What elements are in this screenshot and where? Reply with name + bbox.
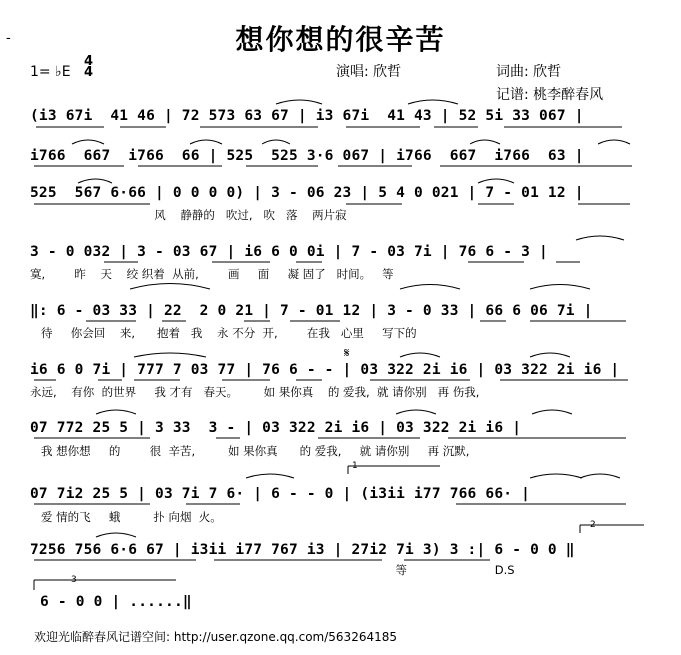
volta-2-label: 2 [590, 520, 596, 530]
composer-credit: 词曲: 欣哲 [496, 64, 562, 80]
page-title: 想你想的很辛苦 [235, 23, 446, 56]
score-line-6-notes: i6 6 0 7i | 777 7 03 77 | 76 6 - - | 03 322 2i i6 | 03 322 2i i6 | [30, 362, 620, 378]
score-line-4-lyrics: 寞, 昨 天 绞 织着 从前, 画 面 凝 固了 时间。 等 [30, 267, 394, 281]
score-line-9-lyrics: 等 D.S [30, 563, 515, 577]
transcriber-credit: 记谱: 桃李醉春风 [496, 87, 604, 103]
performer-credit: 演唱: 欣哲 [336, 64, 402, 80]
score-line-7-lyrics: 我 想你想 的 很 辛苦, 如 果你真 的 爱我, 就 请你别 再 沉默, [30, 444, 470, 458]
score-line-6-lyrics: 永远, 有你 的世界 我 才有 春天。 如 果你真 的 爱我, 就 请你别 再 伤我, [30, 385, 480, 399]
score-line-9-notes: 7256 756 6·6 67 | i3ii i77 767 i3 | 27i2 7i 3) 3 :| 6 - 0 0 ‖ [30, 542, 575, 558]
score-line-3-lyrics: 风 静静的 吹过, 吹 落 两片寂 [30, 208, 347, 222]
volta-1-label: 1 [352, 461, 358, 471]
score-line-5-notes: ‖: 6 - 03 33 | 22 2 0 21 | 7 - 01 12 | 3 - 0 33 | 66 6 06 7i | [30, 303, 593, 319]
score-line-10-notes: 6 - 0 0 | ......‖ [40, 594, 192, 610]
score-line-4-notes: 3 - 0 032 | 3 - 03 67 | i6 6 0 0i | 7 - 03 7i | 76 6 - 3 | [30, 244, 548, 260]
score-line-3-notes: 525 567 6·66 | 0 0 0 0) | 3 - 06 23 | 5 4 0 021 | 7 - 01 12 | [30, 185, 584, 201]
key-signature: 1= ♭E [30, 64, 71, 80]
score-line-2-notes: i766 667 i766 66 | 525 525 3·6 067 | i766 667 i766 63 | [30, 148, 584, 164]
time-bottom: 4 [84, 65, 94, 80]
footer-credit: 欢迎光临醉春风记谱空间: http://user.qzone.qq.com/563264185 [34, 630, 398, 644]
volta-3-label: 3 [71, 575, 77, 585]
score-line-5-lyrics: 待 你会回 来, 抱着 我 永 不分 开, 在我 心里 写下的 [30, 326, 417, 340]
score-line-7-notes: 07 772 25 5 | 3 33 3 - | 03 322 2i i6 | 03 322 2i i6 | [30, 420, 522, 436]
score-line-8-lyrics: 爱 情的飞 蛾 扑 向烟 火。 [30, 510, 222, 524]
time-signature [84, 56, 93, 78]
time-top: 4 [84, 54, 94, 69]
score-line-8-notes: 07 7i2 25 5 | 03 7i 7 6· | 6 - - 0 | (i3ii i77 766 66· | [30, 486, 531, 502]
corner-mark: - [6, 30, 11, 46]
segno-sign: 𝄋 [344, 346, 350, 361]
score-line-1-notes: (i3 67i 41 46 | 72 573 63 67 | i3 67i 41 43 | 52 5i 33 067 | [30, 108, 584, 124]
